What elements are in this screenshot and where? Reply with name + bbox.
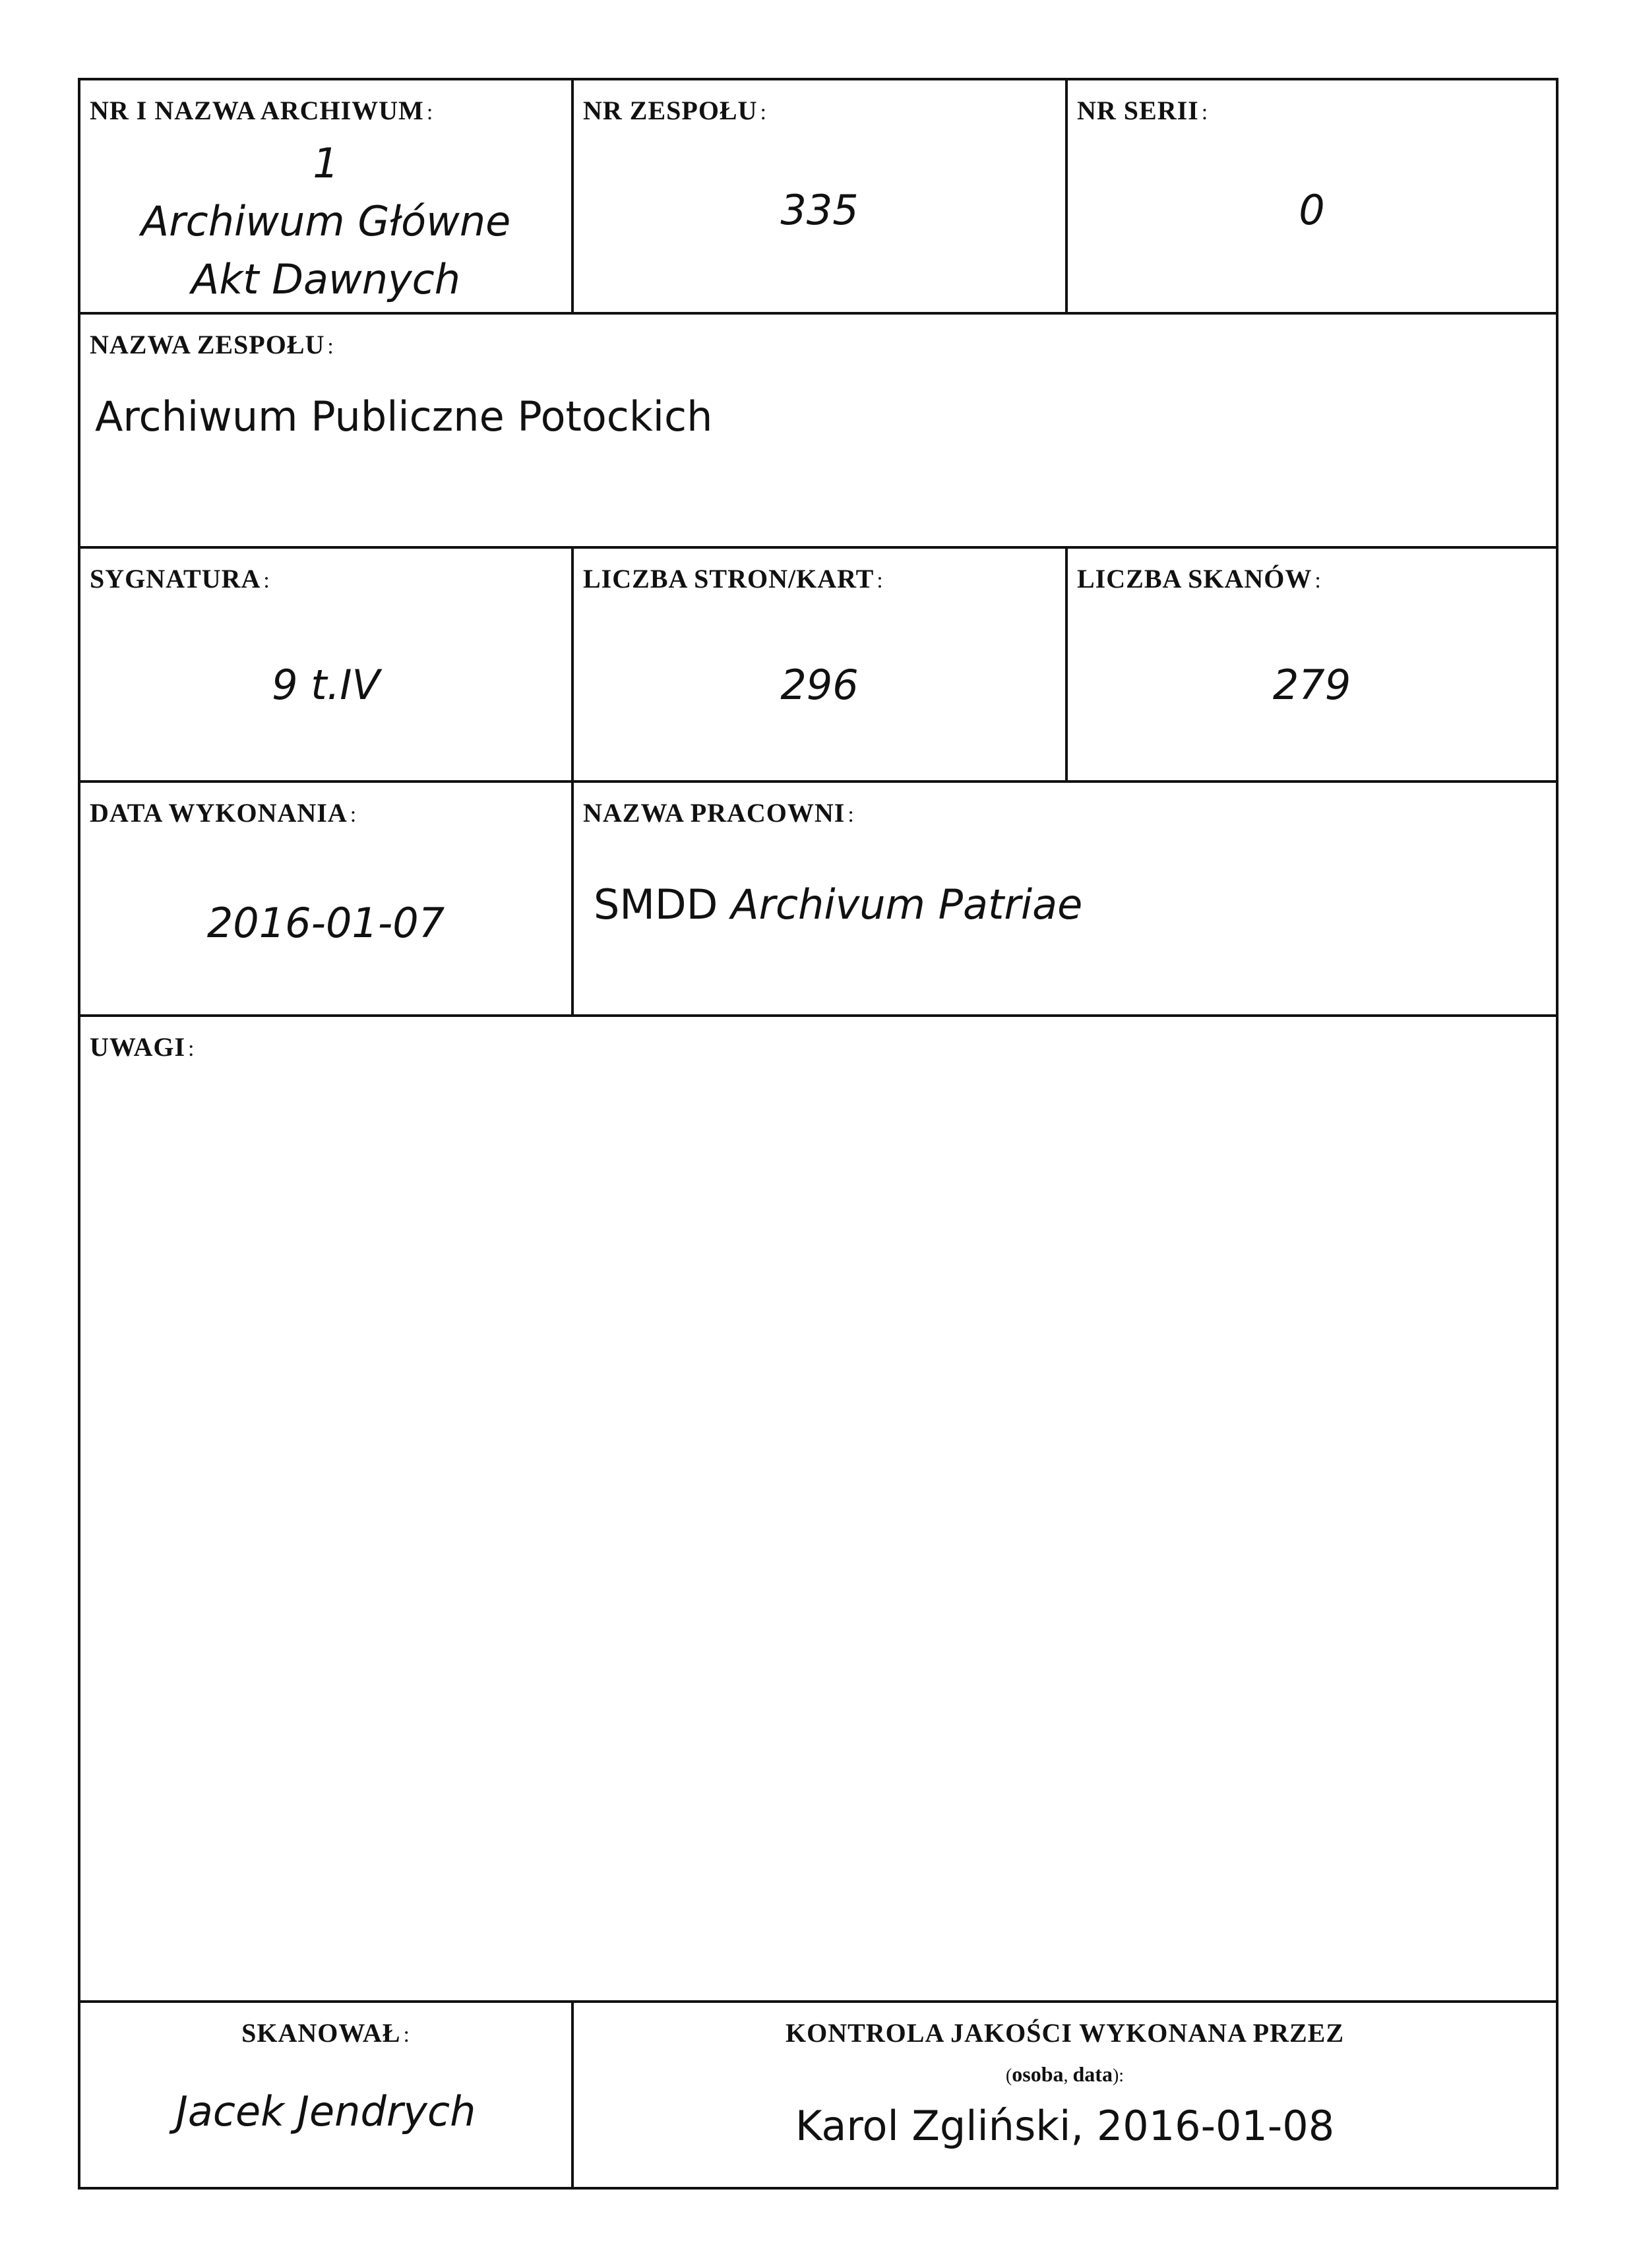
workshop-value-italic: Archivum Patriae [731,880,1083,929]
workshop-value-plain: SMDD [594,880,718,929]
signature-cell [80,549,574,783]
archive-name-line2: Akt Dawnych [191,255,461,303]
fonds-name-cell [80,315,1556,549]
archive-value [80,135,571,309]
archive-number: 1 [313,139,339,187]
date-done-value: 2016-01-07 [206,899,445,947]
fonds-number-value: 335 [780,186,859,234]
workshop-cell [574,783,1556,1017]
date-done-label: DATA WYKONANIA : [90,798,357,828]
notes-cell [80,1017,1556,2003]
series-number-label: NR SERII : [1077,96,1209,125]
scanned-by-label: SKANOWAŁ : [241,2018,410,2048]
workshop-label: NAZWA PRACOWNI : [583,798,855,828]
series-number-cell [1068,80,1556,315]
date-done-cell [80,783,574,1017]
signature-label: SYGNATURA : [90,564,270,594]
quality-control-value: Karol Zgliński, 2016-01-08 [795,2102,1335,2150]
archive-label: NR I NAZWA ARCHIWUM : [90,96,434,125]
workshop-value [594,880,1082,929]
fonds-number-cell [574,80,1068,315]
scan-count-label: LICZBA SKANÓW : [1077,564,1322,594]
page-count-value: 296 [780,661,859,709]
archive-name-line1: Archiwum Główne [140,197,511,245]
series-number-value: 0 [1299,186,1325,234]
scanned-by-cell [80,2003,574,2187]
fonds-name-value: Archiwum Publiczne Potockich [95,392,713,441]
scan-count-cell [1068,549,1556,783]
page-count-label: LICZBA STRON/KART : [583,564,884,594]
quality-control-cell [574,2003,1556,2187]
archive-cell [80,80,574,315]
fonds-number-label: NR ZESPOŁU : [583,96,767,125]
archive-metadata-card [78,78,1558,2190]
scanned-by-value: Jacek Jendrych [175,2087,476,2135]
quality-control-label: KONTROLA JAKOŚCI WYKONANA PRZEZ [785,2018,1345,2048]
notes-label: UWAGI : [90,1032,195,1062]
page-count-cell [574,549,1068,783]
quality-control-sublabel: (osoba, data): [1005,2062,1125,2086]
scan-count-value: 279 [1272,661,1351,709]
fonds-name-label: NAZWA ZESPOŁU : [90,330,334,359]
signature-value: 9 t.IV [272,661,380,709]
